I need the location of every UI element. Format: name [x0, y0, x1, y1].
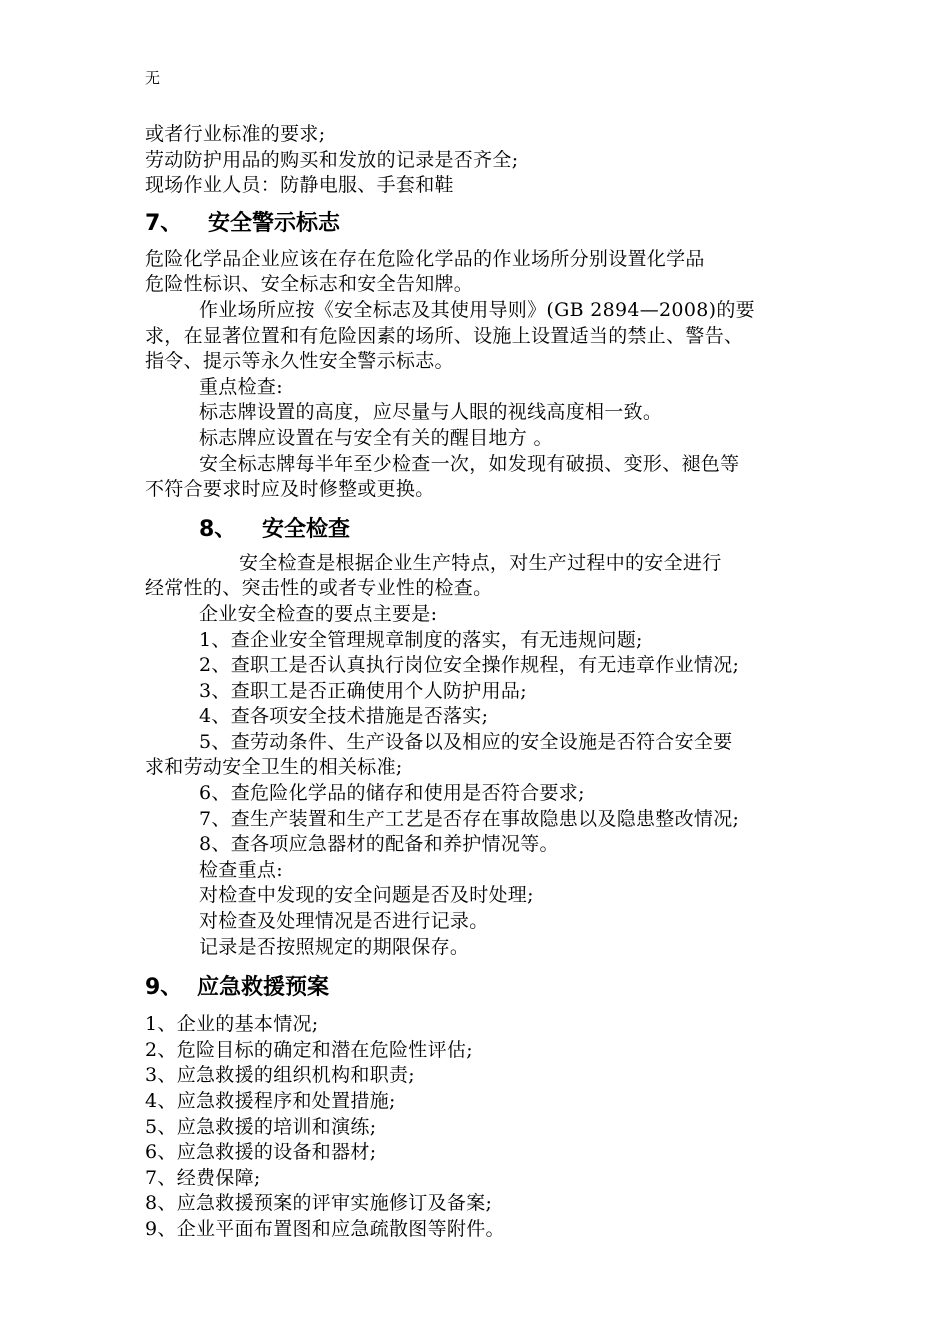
- document-body: [145, 122, 825, 1243]
- list-item: 3、应急救援的组织机构和职责;: [145, 1064, 415, 1087]
- section-number: 7、: [145, 210, 183, 236]
- section-title: 应急救援预案: [197, 975, 330, 1001]
- list-item: 6、应急救援的设备和器材;: [145, 1141, 377, 1164]
- list-item: 4、应急救援程序和处置措施;: [145, 1090, 396, 1112]
- paragraph-line: 危险化学品企业应该在存在危险化学品的作业场所分别设置化学品: [145, 247, 705, 270]
- paragraph-line: 对检查中发现的安全问题是否及时处理;: [199, 884, 534, 907]
- paragraph-line: 危险性标识、安全标志和安全告知牌。: [145, 273, 474, 296]
- section-number: 9、: [145, 975, 183, 1001]
- list-item: 1、查企业安全管理规章制度的落实，有无违规问题;: [199, 628, 643, 651]
- list-item: 2、危险目标的确定和潜在危险性评估;: [145, 1038, 473, 1061]
- list-item: 5、应急救援的培训和演练;: [145, 1115, 377, 1138]
- section-9-heading: [145, 964, 825, 1012]
- list-item: 7、经费保障;: [145, 1166, 261, 1189]
- section-number: 8、: [199, 516, 237, 542]
- list-item: 9、企业平面布置图和应急疏散图等附件。: [145, 1217, 505, 1240]
- paragraph-line: 标志牌设置的高度，应尽量与人眼的视线高度相一致。: [199, 401, 663, 424]
- list-item: 1、企业的基本情况;: [145, 1013, 319, 1036]
- list-item: 4、查各项安全技术措施是否落实;: [199, 705, 489, 728]
- intro-line: 劳动防护用品的购买和发放的记录是否齐全;: [145, 148, 519, 171]
- section-7-heading: [145, 201, 825, 247]
- list-item: 8、应急救援预案的评审实施修订及备案;: [145, 1192, 493, 1215]
- intro-line: 现场作业人员：防静电服、手套和鞋: [145, 174, 454, 197]
- list-item: 8、查各项应急器材的配备和养护情况等。: [199, 833, 559, 856]
- page-header: 无: [145, 69, 161, 87]
- paragraph-line: 安全标志牌每半年至少检查一次，如发现有破损、变形、褪色等: [199, 452, 740, 475]
- paragraph-line: 企业安全检查的要点主要是:: [199, 602, 438, 625]
- paragraph-line: 不符合要求时应及时修整或更换。: [145, 478, 435, 501]
- paragraph-line: 记录是否按照规定的期限保存。: [199, 935, 470, 958]
- section-title: 安全警示标志: [208, 210, 341, 236]
- paragraph-line: 安全检查是根据企业生产特点，对生产过程中的安全进行: [239, 551, 722, 574]
- section-title: 安全检查: [262, 516, 351, 542]
- list-item: 6、查危险化学品的储存和使用是否符合要求;: [199, 782, 585, 805]
- paragraph-line: 检查重点:: [199, 858, 283, 881]
- list-item-continuation: 求和劳动安全卫生的相关标准;: [145, 756, 403, 779]
- section-8-heading: [145, 509, 825, 551]
- paragraph-line: 标志牌应设置在与安全有关的醒目地方 。: [199, 426, 553, 449]
- paragraph-line: 指令、提示等永久性安全警示标志。: [145, 350, 454, 373]
- intro-line: 或者行业标准的要求;: [145, 123, 326, 145]
- paragraph-line: 重点检查:: [199, 375, 283, 398]
- list-item: 2、查职工是否认真执行岗位安全操作规程，有无违章作业情况;: [199, 654, 740, 677]
- list-item: 5、查劳动条件、生产设备以及相应的安全设施是否符合安全要: [199, 730, 733, 753]
- list-item: 7、查生产装置和生产工艺是否存在事故隐患以及隐患整改情况;: [199, 807, 740, 830]
- paragraph-line: 对检查及处理情况是否进行记录。: [199, 910, 489, 933]
- paragraph-line: 求，在显著位置和有危险因素的场所、设施上设置适当的禁止、警告、: [145, 324, 744, 347]
- paragraph-line: 经常性的、突击性的或者专业性的检查。: [145, 577, 493, 600]
- list-item: 3、查职工是否正确使用个人防护用品;: [199, 679, 527, 702]
- paragraph-line: 作业场所应按《安全标志及其使用导则》(GB 2894—2008)的要: [199, 298, 755, 321]
